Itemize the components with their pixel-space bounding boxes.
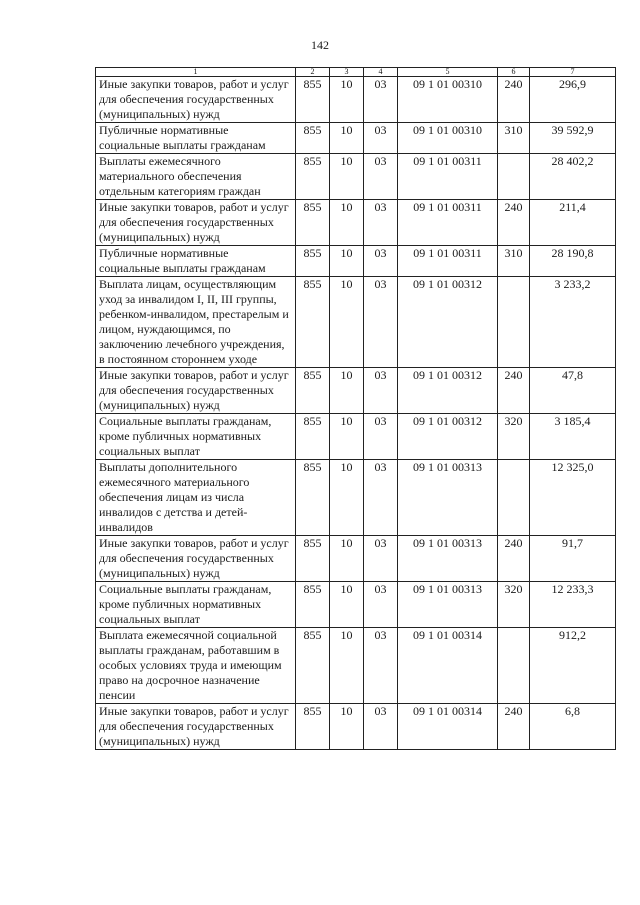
- expense-type-cell: 310: [498, 123, 530, 154]
- ministry-code-cell: 855: [296, 154, 330, 200]
- expense-type-cell: 320: [498, 582, 530, 628]
- target-article-cell: 09 1 01 00313: [398, 582, 498, 628]
- subsection-code-cell: 03: [364, 123, 398, 154]
- expense-type-cell: 240: [498, 368, 530, 414]
- subsection-code-cell: 03: [364, 77, 398, 123]
- section-code-cell: 10: [330, 77, 364, 123]
- column-number: 3: [330, 68, 364, 77]
- target-article-cell: 09 1 01 00310: [398, 77, 498, 123]
- table-row: [96, 200, 616, 246]
- column-number: 2: [296, 68, 330, 77]
- row-name-cell: Иные закупки товаров, работ и услуг для обеспечения государственных (муниципальных) нужд: [96, 77, 296, 123]
- table-row: [96, 77, 616, 123]
- table-row: [96, 582, 616, 628]
- column-number-row: [96, 68, 616, 77]
- column-number: 7: [530, 68, 616, 77]
- ministry-code-cell: 855: [296, 246, 330, 277]
- subsection-code-cell: 03: [364, 414, 398, 460]
- table-row: [96, 628, 616, 704]
- target-article-cell: 09 1 01 00312: [398, 414, 498, 460]
- subsection-code-cell: 03: [364, 246, 398, 277]
- section-code-cell: 10: [330, 536, 364, 582]
- row-name-cell: Социальные выплаты гражданам, кроме публичных нормативных социальных выплат: [96, 582, 296, 628]
- table-body: [96, 77, 616, 750]
- amount-cell: 3 185,4: [530, 414, 616, 460]
- subsection-code-cell: 03: [364, 368, 398, 414]
- ministry-code-cell: 855: [296, 368, 330, 414]
- section-code-cell: 10: [330, 704, 364, 750]
- expense-type-cell: [498, 154, 530, 200]
- section-code-cell: 10: [330, 277, 364, 368]
- amount-cell: 912,2: [530, 628, 616, 704]
- amount-cell: 12 233,3: [530, 582, 616, 628]
- section-code-cell: 10: [330, 154, 364, 200]
- row-name-cell: Выплата ежемесячной социальной выплаты гражданам, работавшим в особых условиях труда и имеющим право на досрочное назначение пенсии: [96, 628, 296, 704]
- table-row: [96, 277, 616, 368]
- table-row: [96, 123, 616, 154]
- ministry-code-cell: 855: [296, 582, 330, 628]
- target-article-cell: 09 1 01 00311: [398, 200, 498, 246]
- table-row: [96, 536, 616, 582]
- table-row: [96, 154, 616, 200]
- section-code-cell: 10: [330, 246, 364, 277]
- budget-table: [95, 67, 616, 750]
- target-article-cell: 09 1 01 00313: [398, 536, 498, 582]
- table-row: [96, 414, 616, 460]
- row-name-cell: Выплаты дополнительного ежемесячного материального обеспечения лицам из числа инвалидов с детства и детей-инвалидов: [96, 460, 296, 536]
- table-row: [96, 460, 616, 536]
- ministry-code-cell: 855: [296, 277, 330, 368]
- section-code-cell: 10: [330, 414, 364, 460]
- expense-type-cell: 240: [498, 704, 530, 750]
- column-number: 1: [96, 68, 296, 77]
- subsection-code-cell: 03: [364, 277, 398, 368]
- row-name-cell: Выплаты ежемесячного материального обеспечения отдельным категориям граждан: [96, 154, 296, 200]
- ministry-code-cell: 855: [296, 123, 330, 154]
- row-name-cell: Публичные нормативные социальные выплаты гражданам: [96, 246, 296, 277]
- subsection-code-cell: 03: [364, 154, 398, 200]
- row-name-cell: Публичные нормативные социальные выплаты гражданам: [96, 123, 296, 154]
- subsection-code-cell: 03: [364, 460, 398, 536]
- ministry-code-cell: 855: [296, 200, 330, 246]
- section-code-cell: 10: [330, 200, 364, 246]
- amount-cell: 28 402,2: [530, 154, 616, 200]
- target-article-cell: 09 1 01 00312: [398, 277, 498, 368]
- amount-cell: 12 325,0: [530, 460, 616, 536]
- row-name-cell: Иные закупки товаров, работ и услуг для обеспечения государственных (муниципальных) нужд: [96, 368, 296, 414]
- section-code-cell: 10: [330, 123, 364, 154]
- ministry-code-cell: 855: [296, 414, 330, 460]
- row-name-cell: Выплата лицам, осуществляющим уход за инвалидом I, II, III группы, ребенком-инвалидом, престарелым и лицом, нуждающимся, по заключению лечебного учреждения, в постоянном стороннем уходе: [96, 277, 296, 368]
- ministry-code-cell: 855: [296, 77, 330, 123]
- amount-cell: 3 233,2: [530, 277, 616, 368]
- amount-cell: 296,9: [530, 77, 616, 123]
- subsection-code-cell: 03: [364, 704, 398, 750]
- amount-cell: 39 592,9: [530, 123, 616, 154]
- expense-type-cell: [498, 628, 530, 704]
- amount-cell: 47,8: [530, 368, 616, 414]
- target-article-cell: 09 1 01 00310: [398, 123, 498, 154]
- section-code-cell: 10: [330, 628, 364, 704]
- section-code-cell: 10: [330, 368, 364, 414]
- target-article-cell: 09 1 01 00314: [398, 704, 498, 750]
- target-article-cell: 09 1 01 00314: [398, 628, 498, 704]
- subsection-code-cell: 03: [364, 536, 398, 582]
- column-number: 6: [498, 68, 530, 77]
- expense-type-cell: [498, 460, 530, 536]
- expense-type-cell: 320: [498, 414, 530, 460]
- section-code-cell: 10: [330, 460, 364, 536]
- expense-type-cell: 240: [498, 77, 530, 123]
- amount-cell: 28 190,8: [530, 246, 616, 277]
- table-row: [96, 246, 616, 277]
- table-row: [96, 368, 616, 414]
- target-article-cell: 09 1 01 00312: [398, 368, 498, 414]
- ministry-code-cell: 855: [296, 628, 330, 704]
- expense-type-cell: 240: [498, 536, 530, 582]
- row-name-cell: Социальные выплаты гражданам, кроме публичных нормативных социальных выплат: [96, 414, 296, 460]
- section-code-cell: 10: [330, 582, 364, 628]
- page-number: 142: [311, 38, 329, 52]
- ministry-code-cell: 855: [296, 460, 330, 536]
- expense-type-cell: [498, 277, 530, 368]
- subsection-code-cell: 03: [364, 200, 398, 246]
- expense-type-cell: 240: [498, 200, 530, 246]
- subsection-code-cell: 03: [364, 628, 398, 704]
- row-name-cell: Иные закупки товаров, работ и услуг для обеспечения государственных (муниципальных) нужд: [96, 200, 296, 246]
- subsection-code-cell: 03: [364, 582, 398, 628]
- target-article-cell: 09 1 01 00311: [398, 154, 498, 200]
- column-number: 5: [398, 68, 498, 77]
- table-row: [96, 704, 616, 750]
- column-number: 4: [364, 68, 398, 77]
- amount-cell: 211,4: [530, 200, 616, 246]
- target-article-cell: 09 1 01 00311: [398, 246, 498, 277]
- ministry-code-cell: 855: [296, 536, 330, 582]
- expense-type-cell: 310: [498, 246, 530, 277]
- ministry-code-cell: 855: [296, 704, 330, 750]
- row-name-cell: Иные закупки товаров, работ и услуг для обеспечения государственных (муниципальных) нужд: [96, 704, 296, 750]
- amount-cell: 6,8: [530, 704, 616, 750]
- row-name-cell: Иные закупки товаров, работ и услуг для обеспечения государственных (муниципальных) нужд: [96, 536, 296, 582]
- target-article-cell: 09 1 01 00313: [398, 460, 498, 536]
- amount-cell: 91,7: [530, 536, 616, 582]
